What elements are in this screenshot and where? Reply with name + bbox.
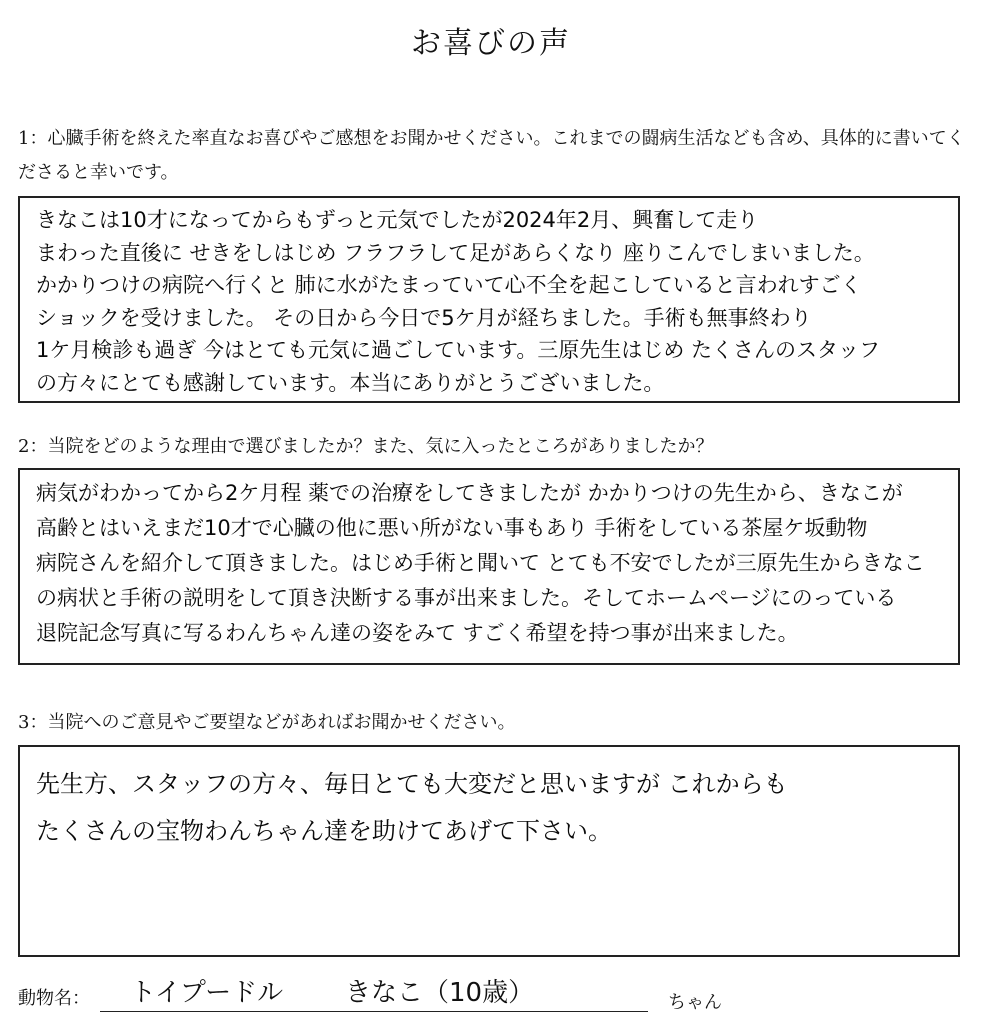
question-2-text: 2：当院をどのような理由で選びましたか？また、気に入ったところがありましたか？ bbox=[18, 436, 714, 457]
answer-1-box bbox=[18, 196, 960, 403]
animal-breed: トイプードル bbox=[130, 978, 284, 1008]
answer-line: 先生方、スタッフの方々、毎日とても大変だと思いますが これからも bbox=[36, 770, 788, 798]
question-1-text: 1：心臓手術を終えた率直なお喜びやご感想をお聞かせください。これまでの闘病生活なども含め、具体的に書いてくださると幸いです。 bbox=[18, 128, 965, 183]
answer-line: まわった直後に せきをしはじめ フラフラして足があらくなり 座りこんでしまいました。 bbox=[36, 240, 875, 265]
answer-line: の方々にとても感謝しています。本当にありがとうございました。 bbox=[36, 370, 665, 395]
answer-line: きなこは10才になってからもずっと元気でしたが2024年2月、興奮して走り bbox=[36, 208, 759, 232]
animal-name-label: 動物名： bbox=[18, 988, 90, 1009]
answer-2-box bbox=[18, 468, 960, 665]
animal-name: きなこ（10歳） bbox=[345, 978, 535, 1008]
page-title: お喜びの声 bbox=[411, 26, 571, 61]
answer-line: 1ケ月検診も過ぎ 今はとても元気に過ごしています。三原先生はじめ たくさんのスタッフ bbox=[36, 338, 881, 362]
answer-line: かかりつけの病院へ行くと 肺に水がたまっていて心不全を起こしていると言われすごく bbox=[36, 273, 862, 297]
answer-line: 退院記念写真に写るわんちゃん達の姿をみて すごく希望を持つ事が出来ました。 bbox=[36, 621, 799, 645]
answer-line: 高齢とはいえまだ10才で心臓の他に悪い所がない事もあり 手術をしている茶屋ケ坂動物 bbox=[36, 516, 868, 540]
answer-3-box bbox=[18, 745, 960, 957]
name-suffix: ちゃん bbox=[668, 992, 722, 1013]
name-underline bbox=[100, 1011, 648, 1012]
answer-line: 病気がわかってから2ケ月程 薬での治療をしてきましたが かかりつけの先生から、きなこが bbox=[36, 481, 903, 505]
answer-line: たくさんの宝物わんちゃん達を助けてあげて下さい。 bbox=[36, 817, 612, 845]
question-3-text: 3：当院へのご意見やご要望などがあればお聞かせください。 bbox=[18, 712, 516, 733]
answer-line: の病状と手術の説明をして頂き決断する事が出来ました。そしてホームページにのっている bbox=[36, 586, 897, 610]
answer-line: 病院さんを紹介して頂きました。はじめ手術と聞いて とても不安でしたが三原先生からきなこ bbox=[36, 551, 925, 575]
answer-line: ショックを受けました。 その日から今日で5ケ月が経ちました。手術も無事終わり bbox=[36, 305, 812, 330]
